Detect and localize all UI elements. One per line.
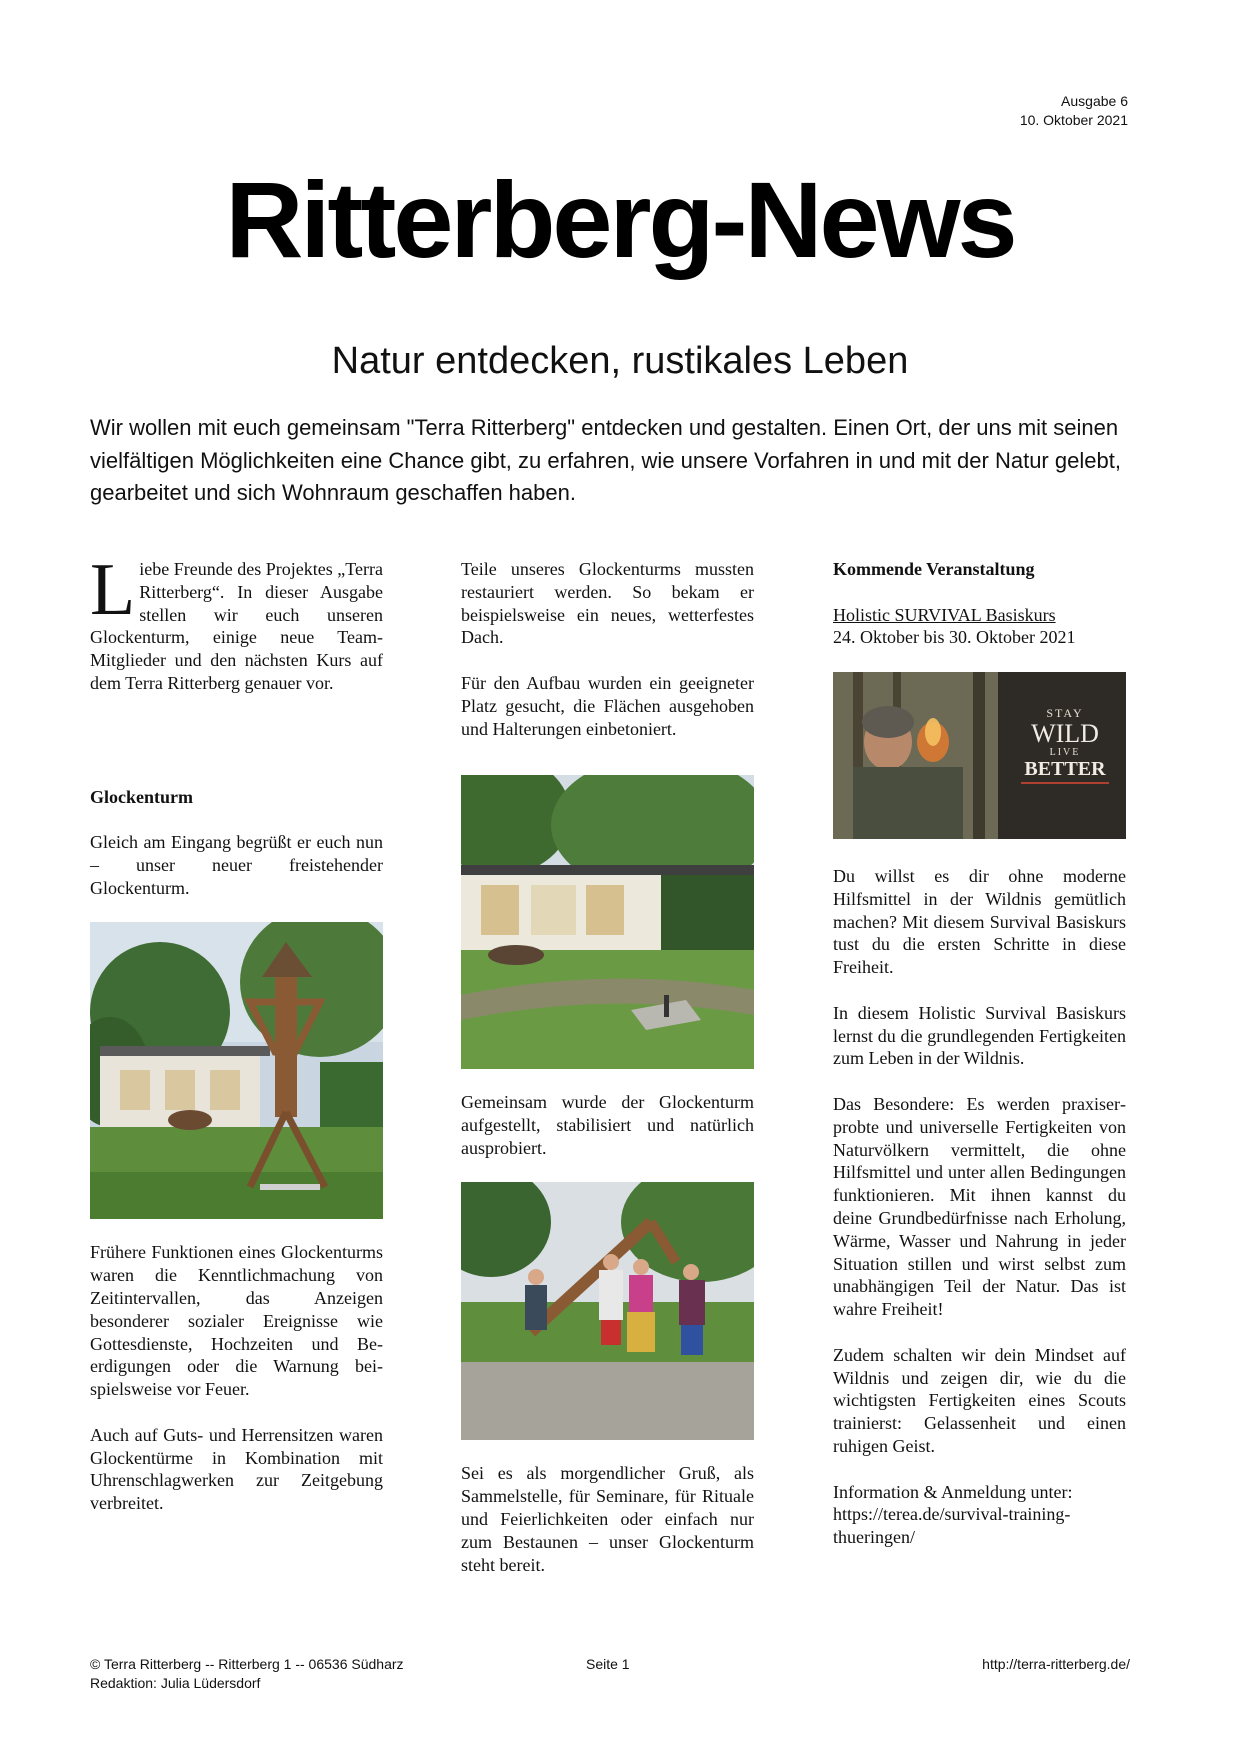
section-heading-glockenturm: Glockenturm [90, 786, 193, 807]
issue-info [1020, 92, 1128, 130]
column-2 [461, 558, 754, 1599]
team-raising-tower-photo [461, 1182, 754, 1440]
paragraph: Frühere Funktionen eines Glockenturms waren die Kenntlichmachung von Zeitintervallen, das Anzeigen besonderer sozialer Ereignisse wie Gottesdienste, Hochzeiten und Beerdigungen oder die Warnung beispielsweise vor Feuer. [90, 1242, 383, 1400]
paragraph: Du willst es dir ohne moderne Hilfsmittel in der Wildnis gemütlich machen? Mit diesem Survival Basiskurs tust du die ersten Schritte in diese Freiheit. [833, 865, 1126, 978]
footer-editor: Redaktion: Julia Lüdersdorf [90, 1675, 261, 1691]
ad-better-text: BETTER [1024, 757, 1106, 780]
section-heading-upcoming-event: Kommende Veranstaltung [833, 559, 1035, 579]
ad-stay-text: STAY [1046, 705, 1084, 720]
construction-site-photo [461, 775, 754, 1069]
drop-cap: L [90, 549, 136, 631]
event-title [833, 604, 1126, 627]
masthead-title: Ritterberg-News [225, 159, 1015, 280]
registration-info: Information & Anmeldung unter: https://terea.de/survival-training-thueringen/ [833, 1481, 1073, 1548]
issue-number: Ausgabe 6 [1061, 93, 1128, 109]
intro-text: Wir wollen mit euch gemeinsam "Terra Ritterberg" entdecken und gestalten. Einen Ort, der uns mit seinen vielfältigen Möglichkeiten eine Chance gibt, zu erfahren, wie unsere Vorfahren in und mit der Natur gelebt, gearbeitet und sich Wohnraum geschaffen haben. [90, 415, 1121, 505]
paragraph: In diesem Holistic Survival Basiskurs lernst du die grundlegenden Fertigkeiten zum Leben in der Wildnis. [833, 1002, 1126, 1069]
issue-date: 10. Oktober 2021 [1019, 112, 1128, 128]
paragraph: Gleich am Eingang begrüßt er euch nun – unser neuer freistehender Glockenturm. [90, 832, 383, 898]
paragraph: Das Besondere: Es werden praxiserprobte und universelle Fertigkeiten von Naturvölkern vermittelt, die ohne Hilfsmittel und unter allen Bedingungen funktionieren. Mit ihnen kannst du deine Grundbedürfnisse nach Erholung, Wärme, Wasser und Nahrung in jeder Situation stillen und wirst selbst zum unabhängigen Teil der Natur. Das ist wahre Freiheit! [833, 1093, 1126, 1320]
column-3 [833, 558, 1126, 1572]
ad-live-text: LIVE [1049, 746, 1081, 758]
welcome-text: iebe Freunde des Projektes „Terra Ritterberg“. In dieser Ausgabe stellen wir euch unseren Glockenturm, einige neue Team-Mitglieder und den nächsten Kurs auf dem Terra Ritterberg genauer vor. [90, 559, 383, 693]
event-title-text: Holistic SURVIVAL Basiskurs [833, 604, 1056, 625]
paragraph: Zudem schalten wir dein Mindset auf Wildnis und zeigen dir, wie du die wichtigsten Fertigkeiten eines Scouts trainierst: Gelassenheit und einen ruhigen Geist. [833, 1344, 1126, 1456]
tagline: Natur entdecken, rustikales Leben [331, 340, 909, 382]
paragraph: Auch auf Guts- und Herrensitzen waren Glockentürme in Kombination mit Uhrenschlagwerken zur Zeitgebung verbreitet. [90, 1424, 383, 1514]
welcome-paragraph [90, 549, 383, 695]
paragraph: Für den Aufbau wurden ein geeigneter Platz gesucht, die Flächen ausgehoben und Halterungen einbetoniert. [461, 672, 754, 739]
column-1 [90, 549, 383, 1538]
event-dates: 24. Oktober bis 30. Oktober 2021 [833, 627, 1076, 648]
footer-imprint [90, 1655, 404, 1693]
bell-tower-photo [90, 922, 383, 1219]
ad-wild-text: WILD [1031, 718, 1099, 748]
paragraph: Gemeinsam wurde der Glockenturm aufgestellt, stabilisiert und natürlich ausprobiert. [461, 1092, 754, 1158]
footer-address: © Terra Ritterberg -- Ritterberg 1 -- 06536 Südharz [90, 1656, 404, 1672]
page-number: Seite 1 [586, 1656, 630, 1672]
survival-course-ad-photo [833, 672, 1126, 839]
footer-website-link[interactable]: http://terra-ritterberg.de/ [982, 1656, 1130, 1672]
paragraph: Sei es als morgendlicher Gruß, als Sammelstelle, für Seminare, für Rituale und Feierlichkeiten oder einfach nur zum Bestaunen – unser Glockenturm steht bereit. [461, 1463, 754, 1575]
paragraph: Teile unseres Glockenturms mussten restauriert werden. So bekam er beispielsweise ein neues, wetterfestes Dach. [461, 559, 754, 648]
